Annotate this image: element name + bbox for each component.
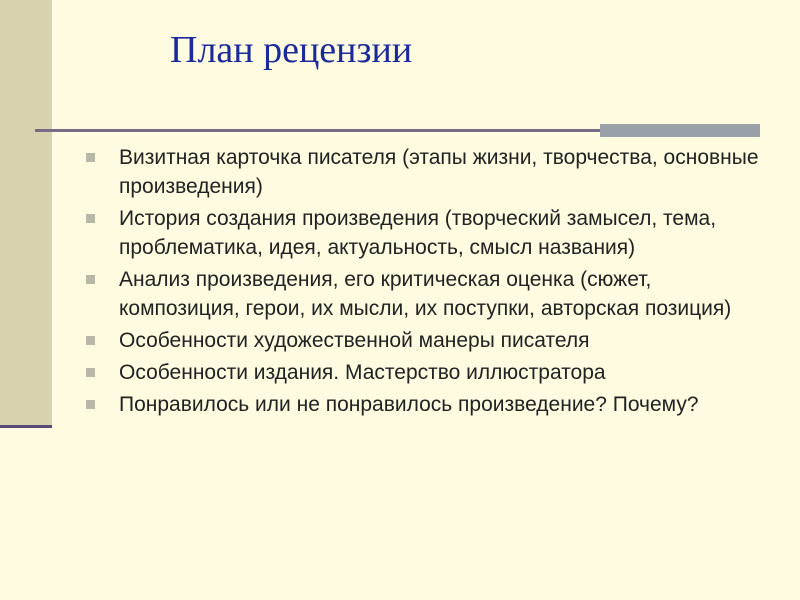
list-item [86, 143, 776, 201]
list-item [86, 390, 776, 419]
slide-title: План рецензии [170, 29, 413, 71]
divider-accent-block [600, 124, 760, 137]
square-bullet-icon [86, 400, 95, 409]
left-decorative-bar [0, 0, 52, 425]
list-item-text: Особенности издания. Мастерство иллюстратора [119, 361, 606, 384]
list-item [86, 358, 776, 387]
list-item-text: История создания произведения (творческий замысел, тема, проблематика, идея, актуальность, смысл названия) [119, 207, 717, 259]
list-item-text: Понравилось или не понравилось произведение? Почему? [119, 393, 699, 416]
list-item-text: Особенности художественной манеры писателя [119, 329, 590, 352]
square-bullet-icon [86, 275, 95, 284]
square-bullet-icon [86, 336, 95, 345]
list-item [86, 204, 776, 262]
bullet-list [86, 143, 776, 422]
left-bar-underline [0, 425, 52, 428]
list-item [86, 265, 776, 323]
list-item-text: Анализ произведения, его критическая оценка (сюжет, композиция, герои, их мысли, их поступки, авторская позиция) [119, 268, 732, 320]
square-bullet-icon [86, 153, 95, 162]
square-bullet-icon [86, 368, 95, 377]
list-item [86, 326, 776, 355]
square-bullet-icon [86, 214, 95, 223]
list-item-text: Визитная карточка писателя (этапы жизни, творчества, основные произведения) [119, 146, 759, 198]
